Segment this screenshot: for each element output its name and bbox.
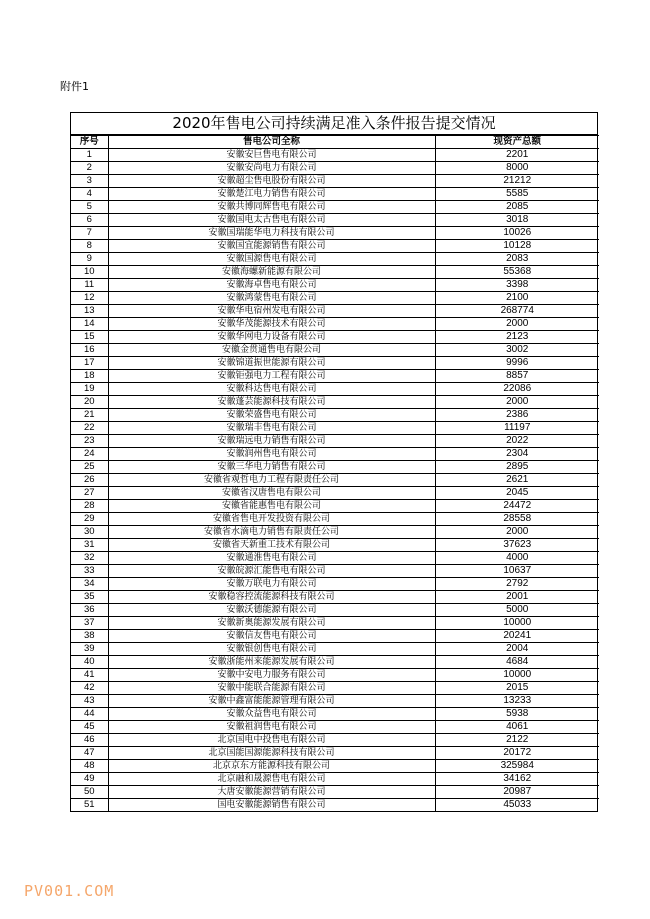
table-row <box>71 370 599 383</box>
total-assets: 2083 <box>435 253 599 266</box>
total-assets: 2304 <box>435 448 599 461</box>
table-row <box>71 305 599 318</box>
company-name: 安徽华电宿州发电有限公司 <box>108 305 435 318</box>
row-number: 3 <box>71 175 108 188</box>
company-name: 北京国能国源能源科技有限公司 <box>108 747 435 760</box>
row-number: 38 <box>71 630 108 643</box>
table-row <box>71 448 599 461</box>
table-row <box>71 266 599 279</box>
company-name: 安徽国源售电有限公司 <box>108 253 435 266</box>
total-assets: 10000 <box>435 617 599 630</box>
table-row <box>71 162 599 175</box>
company-name: 安徽省汉唐售电有限公司 <box>108 487 435 500</box>
total-assets: 2386 <box>435 409 599 422</box>
total-assets: 2123 <box>435 331 599 344</box>
table-row <box>71 721 599 734</box>
row-number: 32 <box>71 552 108 565</box>
company-name: 安徽中安电力服务有限公司 <box>108 669 435 682</box>
total-assets: 2045 <box>435 487 599 500</box>
company-name: 安徽省天新重工技术有限公司 <box>108 539 435 552</box>
row-number: 8 <box>71 240 108 253</box>
row-number: 7 <box>71 227 108 240</box>
company-name: 安徽国宜能源销售有限公司 <box>108 240 435 253</box>
company-name: 安徽皖源汇能售电有限公司 <box>108 565 435 578</box>
table-row <box>71 461 599 474</box>
row-number: 30 <box>71 526 108 539</box>
total-assets: 20987 <box>435 786 599 799</box>
total-assets: 4684 <box>435 656 599 669</box>
total-assets: 20241 <box>435 630 599 643</box>
row-number: 23 <box>71 435 108 448</box>
row-number: 50 <box>71 786 108 799</box>
table-row <box>71 669 599 682</box>
company-name: 安徽信友售电有限公司 <box>108 630 435 643</box>
total-assets: 2122 <box>435 734 599 747</box>
company-name: 安徽超尘售电股份有限公司 <box>108 175 435 188</box>
company-name: 安徽海螺新能源有限公司 <box>108 266 435 279</box>
row-number: 26 <box>71 474 108 487</box>
row-number: 47 <box>71 747 108 760</box>
row-number: 40 <box>71 656 108 669</box>
table-row <box>71 201 599 214</box>
company-name: 安徽沃德能源有限公司 <box>108 604 435 617</box>
table-row <box>71 227 599 240</box>
company-name: 安徽国电太古售电有限公司 <box>108 214 435 227</box>
row-number: 34 <box>71 578 108 591</box>
report-sheet <box>70 112 598 812</box>
table-row <box>71 552 599 565</box>
sheet-title: 2020年售电公司持续满足准入条件报告提交情况 <box>71 113 597 135</box>
table-row <box>71 526 599 539</box>
company-name: 安徽浙能州来能源发展有限公司 <box>108 656 435 669</box>
table-row <box>71 383 599 396</box>
row-number: 19 <box>71 383 108 396</box>
company-name: 安徽荣盛售电有限公司 <box>108 409 435 422</box>
table-row <box>71 773 599 786</box>
company-name: 安徽金贯通售电有限公司 <box>108 344 435 357</box>
company-name: 大唐安徽能源营销有限公司 <box>108 786 435 799</box>
total-assets: 3002 <box>435 344 599 357</box>
company-name: 安徽祖润售电有限公司 <box>108 721 435 734</box>
row-number: 13 <box>71 305 108 318</box>
total-assets: 2001 <box>435 591 599 604</box>
total-assets: 2004 <box>435 643 599 656</box>
total-assets: 2000 <box>435 318 599 331</box>
table-row <box>71 604 599 617</box>
total-assets: 4000 <box>435 552 599 565</box>
table-row <box>71 643 599 656</box>
company-name: 安徽三华电力销售有限公司 <box>108 461 435 474</box>
row-number: 24 <box>71 448 108 461</box>
row-number: 49 <box>71 773 108 786</box>
row-number: 10 <box>71 266 108 279</box>
column-header-no: 序号 <box>71 136 108 149</box>
table-header-row <box>71 136 599 149</box>
company-name: 安徽省水滴电力销售有限责任公司 <box>108 526 435 539</box>
table-body <box>71 149 599 812</box>
row-number: 15 <box>71 331 108 344</box>
table-row <box>71 513 599 526</box>
row-number: 6 <box>71 214 108 227</box>
company-name: 安徽省能惠售电有限公司 <box>108 500 435 513</box>
row-number: 22 <box>71 422 108 435</box>
row-number: 44 <box>71 708 108 721</box>
table-row <box>71 591 599 604</box>
row-number: 25 <box>71 461 108 474</box>
total-assets: 3398 <box>435 279 599 292</box>
row-number: 9 <box>71 253 108 266</box>
column-header-company: 售电公司全称 <box>108 136 435 149</box>
total-assets: 2000 <box>435 526 599 539</box>
total-assets: 2022 <box>435 435 599 448</box>
company-name: 安徽蓬芸能源科技有限公司 <box>108 396 435 409</box>
table-row <box>71 487 599 500</box>
company-name: 北京融和晟源售电有限公司 <box>108 773 435 786</box>
row-number: 35 <box>71 591 108 604</box>
company-name: 安徽省观哲电力工程有限责任公司 <box>108 474 435 487</box>
row-number: 39 <box>71 643 108 656</box>
row-number: 29 <box>71 513 108 526</box>
table-row <box>71 396 599 409</box>
row-number: 45 <box>71 721 108 734</box>
total-assets: 13233 <box>435 695 599 708</box>
total-assets: 10026 <box>435 227 599 240</box>
total-assets: 325984 <box>435 760 599 773</box>
company-name: 北京京东方能源科技有限公司 <box>108 760 435 773</box>
row-number: 16 <box>71 344 108 357</box>
table-row <box>71 617 599 630</box>
company-name: 安徽科达售电有限公司 <box>108 383 435 396</box>
total-assets: 2792 <box>435 578 599 591</box>
row-number: 2 <box>71 162 108 175</box>
row-number: 48 <box>71 760 108 773</box>
table-row <box>71 578 599 591</box>
company-name: 安徽锦道振世能源有限公司 <box>108 357 435 370</box>
watermark-logo: PV001.COM <box>24 882 115 900</box>
total-assets: 45033 <box>435 799 599 812</box>
total-assets: 2621 <box>435 474 599 487</box>
total-assets: 11197 <box>435 422 599 435</box>
table-row <box>71 331 599 344</box>
table-row <box>71 240 599 253</box>
company-name: 安徽中能联合能源有限公司 <box>108 682 435 695</box>
total-assets: 2100 <box>435 292 599 305</box>
company-name: 安徽国瑞能华电力科技有限公司 <box>108 227 435 240</box>
total-assets: 8000 <box>435 162 599 175</box>
company-name: 安徽华网电力设备有限公司 <box>108 331 435 344</box>
row-number: 31 <box>71 539 108 552</box>
company-name: 安徽通淮售电有限公司 <box>108 552 435 565</box>
total-assets: 2201 <box>435 149 599 162</box>
row-number: 43 <box>71 695 108 708</box>
total-assets: 2015 <box>435 682 599 695</box>
table-row <box>71 500 599 513</box>
total-assets: 55368 <box>435 266 599 279</box>
table-row <box>71 422 599 435</box>
total-assets: 5938 <box>435 708 599 721</box>
row-number: 33 <box>71 565 108 578</box>
total-assets: 268774 <box>435 305 599 318</box>
company-name: 安徽中鑫富能能源管理有限公司 <box>108 695 435 708</box>
table-row <box>71 344 599 357</box>
table-row <box>71 409 599 422</box>
attachment-label: 附件1 <box>60 80 89 93</box>
total-assets: 10128 <box>435 240 599 253</box>
company-name: 安徽瑞丰售电有限公司 <box>108 422 435 435</box>
total-assets: 9996 <box>435 357 599 370</box>
table-row <box>71 214 599 227</box>
row-number: 14 <box>71 318 108 331</box>
total-assets: 2000 <box>435 396 599 409</box>
row-number: 21 <box>71 409 108 422</box>
total-assets: 3018 <box>435 214 599 227</box>
row-number: 27 <box>71 487 108 500</box>
table-row <box>71 760 599 773</box>
company-name: 安徽鸿蒙售电有限公司 <box>108 292 435 305</box>
row-number: 37 <box>71 617 108 630</box>
total-assets: 20172 <box>435 747 599 760</box>
table-row <box>71 435 599 448</box>
table-row <box>71 149 599 162</box>
table-row <box>71 474 599 487</box>
total-assets: 5000 <box>435 604 599 617</box>
row-number: 4 <box>71 188 108 201</box>
total-assets: 28558 <box>435 513 599 526</box>
total-assets: 2895 <box>435 461 599 474</box>
company-name: 安徽钜强电力工程有限公司 <box>108 370 435 383</box>
company-table <box>71 135 599 811</box>
company-name: 安徽稳容控流能源科技有限公司 <box>108 591 435 604</box>
row-number: 28 <box>71 500 108 513</box>
company-name: 安徽瑞远电力销售有限公司 <box>108 435 435 448</box>
total-assets: 22086 <box>435 383 599 396</box>
table-row <box>71 565 599 578</box>
company-name: 安徽众益售电有限公司 <box>108 708 435 721</box>
table-row <box>71 734 599 747</box>
total-assets: 10637 <box>435 565 599 578</box>
total-assets: 34162 <box>435 773 599 786</box>
table-row <box>71 357 599 370</box>
company-name: 安徽新奥能源发展有限公司 <box>108 617 435 630</box>
company-name: 安徽共博同辉售电有限公司 <box>108 201 435 214</box>
row-number: 17 <box>71 357 108 370</box>
row-number: 18 <box>71 370 108 383</box>
company-name: 安徽安尚电力有限公司 <box>108 162 435 175</box>
row-number: 11 <box>71 279 108 292</box>
company-name: 安徽海卓售电有限公司 <box>108 279 435 292</box>
company-name: 安徽安巨售电有限公司 <box>108 149 435 162</box>
total-assets: 21212 <box>435 175 599 188</box>
table-row <box>71 682 599 695</box>
total-assets: 5585 <box>435 188 599 201</box>
table-row <box>71 279 599 292</box>
company-name: 安徽华茂能源技术有限公司 <box>108 318 435 331</box>
row-number: 42 <box>71 682 108 695</box>
total-assets: 10000 <box>435 669 599 682</box>
total-assets: 4061 <box>435 721 599 734</box>
table-row <box>71 292 599 305</box>
row-number: 12 <box>71 292 108 305</box>
row-number: 46 <box>71 734 108 747</box>
company-name: 安徽银创售电有限公司 <box>108 643 435 656</box>
total-assets: 37623 <box>435 539 599 552</box>
table-row <box>71 708 599 721</box>
row-number: 41 <box>71 669 108 682</box>
company-name: 安徽楚江电力销售有限公司 <box>108 188 435 201</box>
table-row <box>71 695 599 708</box>
total-assets: 8857 <box>435 370 599 383</box>
row-number: 1 <box>71 149 108 162</box>
column-header-assets: 现资产总额 <box>435 136 599 149</box>
row-number: 5 <box>71 201 108 214</box>
company-name: 安徽润州售电有限公司 <box>108 448 435 461</box>
table-row <box>71 656 599 669</box>
row-number: 36 <box>71 604 108 617</box>
table-row <box>71 318 599 331</box>
row-number: 20 <box>71 396 108 409</box>
table-row <box>71 188 599 201</box>
table-row <box>71 253 599 266</box>
company-name: 安徽万联电力有限公司 <box>108 578 435 591</box>
table-row <box>71 539 599 552</box>
company-name: 北京国电中投售电有限公司 <box>108 734 435 747</box>
row-number: 51 <box>71 799 108 812</box>
company-name: 国电安徽能源销售有限公司 <box>108 799 435 812</box>
table-row <box>71 799 599 812</box>
table-row <box>71 175 599 188</box>
company-name: 安徽省售电开发投资有限公司 <box>108 513 435 526</box>
total-assets: 24472 <box>435 500 599 513</box>
total-assets: 2085 <box>435 201 599 214</box>
table-row <box>71 630 599 643</box>
table-row <box>71 786 599 799</box>
table-row <box>71 747 599 760</box>
